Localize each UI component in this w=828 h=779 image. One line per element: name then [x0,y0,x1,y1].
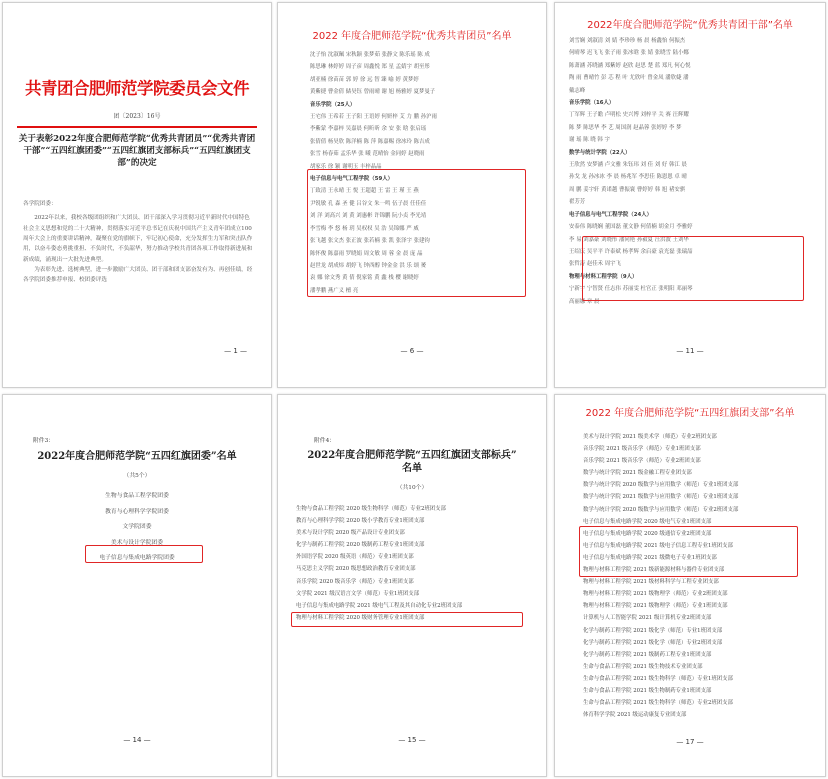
branch-item: 马克思主义学院 2020 级思想政治教育专业团支部 [296,566,416,573]
branch-item: 物理与材料工程学院 2021 级新能源材料与器件专业团支部 [583,567,725,574]
name-line: 胡家乐 徐 颖 谢明玉 丰梓晶晶 [310,163,382,170]
page-number: — 11 — [676,347,704,355]
document-page-11 [554,2,826,388]
name-line: 陶 雨 曹晴竹 彭 芯 程 叶 尤欣叶 曾金凤 潘欣婕 潘 [569,75,689,82]
highlight-box [85,545,203,563]
page-number: — 1 — [224,347,247,355]
document-page-17 [554,394,826,777]
branch-item: 计算机与人工智能学院 2021 级计算机专业2班团支部 [583,615,712,622]
name-line: 丁军辉 王子瞻 卢明松 史兴博 刘梓平 关 赛 汪辉耀 [569,112,689,119]
name-line: 陈萧涵 苏晓涵 郑紫婷 赵欣 赵思 楚 蓝 郑凡 何心悦 [569,62,691,69]
section-heading: 音乐学院（25人） [310,101,356,108]
branch-item: 电子信息与集成电路学院 2020 级电气专业1班团支部 [583,518,712,525]
branch-item: 物理与材料工程学院 2021 级物理学（师范）专业2班团支部 [583,591,728,598]
branch-item: 生命与食品工程学院 2021 级生物制药专业1班团支部 [583,687,712,694]
name-line: 张哲涛 赵佳禾 周宇飞 [569,261,621,268]
branch-item: 音乐学院 2021 级音乐学（师范）专业2班团支部 [583,458,701,465]
branch-item: 物理与材料工程学院 2021 级物理学（师范）专业1班团支部 [583,603,728,610]
committee-item: 电子信息与集成电路学院团委 [99,555,175,561]
document-page-1 [2,2,272,388]
red-divider [17,126,257,128]
name-line: 王欣然 安梦涵 卢文雅 朱钰玮 刘 佳 刘 好 韩江 晨 [569,162,687,169]
name-line: 沈子怡 沈淑珮 宋秋颖 张梦茹 张静文 陈乐瑶 陈 成 [310,52,430,58]
name-line: 李紫蒙 李嘉梓 吴嘉晨 何昕昕 余 安 张 晗 张启瑶 [310,126,427,133]
name-line: 王宅伟 王希若 王子阳 王语婷 何妍梓 艾 力 鹏 孙沪雨 [310,114,437,121]
name-line: 翟芳芳 [569,199,586,206]
name-line: 李雪梅 李 悠 杨 玥 吴权权 吴 浩 吴锦娜 严 威 [310,225,419,232]
page-title: 2022年度合肥师范学院“五四红旗团支部标兵” [307,450,517,461]
page-number: — 15 — [398,736,426,744]
name-line: 胡亚楠 徐苗苗 郭 婷 徐 远 智 臻 喻 婷 黄梦婷 [310,76,419,83]
branch-item: 文学院 2021 级汉语言文学（师范）专业1班团支部 [296,590,419,597]
name-line: 陈 梦 陈思华 李 艺 周国润 赵晶蓉 张婷婷 李 梦 [569,124,682,131]
branch-item: 外国语学院 2020 级英语（师范）专业1班团支部 [296,554,414,561]
name-line: 张雪 杨春茹 孟乐华 张 曦 范晴怡 金同婷 赵晓雨 [310,151,425,158]
branch-item: 美术与设计学院 2021 级美术学（师范）专业2班团支部 [583,434,717,440]
branch-list [296,503,462,624]
branch-item: 数学与统计学院 2020 级数学与应用数学（师范）专业2班团支部 [583,506,739,513]
name-line: 安泰伟 陈晓娴 董国磊 董文静 何倩楠 胡金月 李雅婷 [569,224,693,231]
committee-item: 美术与设计学院团委 [110,539,164,546]
branch-item: 教育与心理科学学院 2020 级小学教育专业1班团支部 [296,518,425,525]
section-heading: 电子信息与电气工程学院（59人） [310,176,393,183]
name-line: 宁新宇 宁智贤 任志伟 苏丽雯 杜官正 张明阳 邓丽琴 [569,286,693,293]
name-line: 周 鹏 姜宇轩 黄诺越 曹振寰 曹婷婷 韩 旭 褚安骐 [569,186,686,193]
document-page-14 [2,394,272,777]
name-line: 尹锐敏 孔 森 圣 健 吕谷文 朱一鸣 伍子晨 任佳佳 [310,200,427,207]
branch-item: 数学与统计学院 2021 级数学与应用数学（师范）专业1班团支部 [583,494,739,501]
name-line: 袁 娜 徐文秀 黄 倩 倪家铭 黄 鑫 栈 樱 谢晓婷 [310,275,419,282]
paragraph: 2022年以来，我校各级团组织和广大团员、团干部深入学习贯彻习近平新时代中国特色社会主义思想和党的二十大精神，贯彻落实习近平总书记在庆祝中国共产主义青年团成立100周年大会上的重要讲话精神，凝聚在党的旗帜下，牢记初心使命，充分发挥生力军和突击队作用，以奋斗姿态勇挑重担、不负时代，不负韶华，努力推动学校共青团各项工作取得新进展和新成绩，涌现出一大批先进典型。 [23,215,253,263]
highlight-box [307,169,526,297]
document-body [23,199,255,286]
name-line: 高丽娜 章 晨 [569,298,600,305]
page-title-line-2: 名单 [402,463,422,474]
name-line: 何晴琴 迟飞飞 张子雨 张冰晗 张 婧 张晓雪 陆小娜 [569,50,689,57]
committee-item: 教育与心理科学学院团委 [105,508,169,515]
document-page-15 [277,394,547,777]
count-label: （共5个） [123,473,151,479]
name-line: 陈思琳 林婷婷 周子彦 周鑫悦 郑 星 孟婧宇 胡至彤 [310,64,430,71]
document-header: 共青团合肥师范学院委员会文件 [25,79,249,98]
branch-item: 电子信息与集成电路学院 2021 级电子信息工程专业1班团支部 [583,542,733,549]
branch-item: 生物与食品工程学院 2020 级生物科学（师范）专业2班团支部 [296,506,446,512]
branch-item: 数学与统计学院 2021 级金融工程专业团支部 [583,470,692,477]
branch-item: 电子信息与集成电路学院 2020 级通信专业2班团支部 [583,530,712,537]
branch-item: 电子信息与集成电路学院 2021 级微电子专业1班团支部 [583,554,717,561]
branch-item: 音乐学院 2020 级音乐学（师范）专业1班团支部 [296,578,414,585]
highlight-box [291,612,523,627]
name-line: 张飞越 张文杰 张正波 张若楠 张 凯 张泽宇 张建钧 [310,238,430,245]
name-line: 赵世龙 胡成炜 胡婷飞 钟西醇 钟金金 洪 乐 颂 赟 [310,262,427,269]
branch-item: 美术与设计学院 2020 级产品设计专业团支部 [296,530,405,537]
paragraph: 为表彰先进、选树典型，进一步激励广大团员、团干部和团支部奋发有为、再创佳绩，经各学院团委推荐申报、校团委评选 [23,267,253,284]
committee-item: 生物与食品工程学院团委 [105,493,169,499]
branch-item: 化学与制药工程学院 2021 级制药工程专业1班团支部 [583,651,712,658]
highlight-box [582,236,804,301]
page-number: — 17 — [676,738,704,746]
branch-item: 生命与食品工程学院 2021 级生物科学（师范）专业1班团支部 [583,675,733,682]
section-heading: 音乐学院（16人） [569,100,615,107]
document-page-6 [277,2,547,388]
page-title: 2022年度合肥师范学院“五四红旗团委”名单 [37,451,237,462]
branch-item: 电子信息与集成电路学院 2021 级电气工程及其自动化专业2班团支部 [296,602,463,609]
branch-item: 生命与食品工程学院 2021 级生物科学（师范）专业2班团支部 [583,700,733,707]
page-number: — 6 — [400,347,424,355]
name-line: 潘孝鹏 燕广义 檀 亮 [310,287,359,294]
branch-item: 物理与材料工程学院 2021 级材料科学与工程专业团支部 [583,579,719,586]
salutation: 各学院团委： [23,201,57,207]
branch-item: 化学与制药工程学院 2021 级化学（师范）专业1班团支部 [583,627,723,634]
highlight-box [579,526,798,577]
branch-item: 体育科学学院 2021 级运动康复专业团支部 [583,712,687,719]
page-title: 2022 年度合肥师范学院“五四红旗团支部”名单 [585,408,795,419]
name-line: 黄紫捷 曹金倩 储昊钰 曾雨晴 谢 旭 杨雅婷 夏梦曼子 [310,89,436,96]
page-number: — 14 — [123,736,151,744]
name-line: 丁致清 王永晴 王 悦 王超超 王 雷 王 瑾 王 燕 [310,188,419,195]
section-heading: 物理与材料工程学院（9人） [569,273,638,280]
branch-item: 化学与制药工程学院 2021 级化学（师范）专业2班团支部 [583,639,723,646]
section-heading: 电子信息与电气工程学院（24人） [569,211,652,218]
name-line: 戴志峰 [569,87,586,94]
section-heading: 数学与统计学院（22人） [569,149,631,156]
name-line: 谢 瑶 陈 晓 韩 宇 [569,137,610,144]
name-line: 李 易 刘嘉豪 刘晓彤 潘同艳 孙毅夏 汪洪波 王刘华 [569,236,689,243]
page-title: 2022 年度合肥师范学院“优秀共青团员”名单 [312,31,512,42]
committee-item: 文学院团委 [122,524,152,530]
name-line: 刘 洋 刘高兴 刘 黄 刘惠彬 许锦鹏 阮小贞 李光靖 [310,213,427,220]
name-line: 张倩倩 杨昊欣 陈洋楠 陈 萍 陈嘉赐 徐冰玲 陈吉成 [310,138,430,145]
attachment-label: 附件4： [314,438,336,444]
count-label: （共10个） [396,485,428,491]
document-title: 关于表彰2022年度合肥师范学院“优秀共青团员”“优秀共青团干部”“五四红旗团委”“五四红旗团支部标兵”“五四红旗团支部”的决定 [18,134,256,169]
name-line: 王绍庆 吴平平 许泰斌 杨孝辉 余启豪 袁光磊 张瑞喆 [569,248,693,255]
name-line: 陈怀俊 陈嘉雨 罗晓娟 周文敏 周 蓉 金 晨 庞 晶 [310,250,423,257]
name-line: 刘雪娴 刘淑清 刘 婧 李珍珍 杨 晨 杨鑫怡 何振杰 [569,38,686,44]
branch-item: 物理与材料工程学院 2020 级财务管理专业1班团支部 [296,614,425,621]
attachment-label: 附件3： [33,438,55,444]
branch-item: 音乐学院 2021 级音乐学（师范）专业1班团支部 [583,446,701,453]
name-line: 孙戈 龙 孙冰冰 李 晨 杨兆军 李思佳 陈恩恩 卓 晴 [569,174,687,181]
branch-item: 化学与制药工程学院 2020 级制药工程专业1班团支部 [296,542,425,549]
branch-item: 数学与统计学院 2020 级数学与应用数学（师范）专业1班团支部 [583,482,739,489]
branch-item: 生命与食品工程学院 2021 级生物技术专业团支部 [583,663,703,670]
document-number: 团〔2023〕16号 [113,113,161,120]
page-title: 2022年度合肥师范学院“优秀共青团干部”名单 [587,20,793,31]
